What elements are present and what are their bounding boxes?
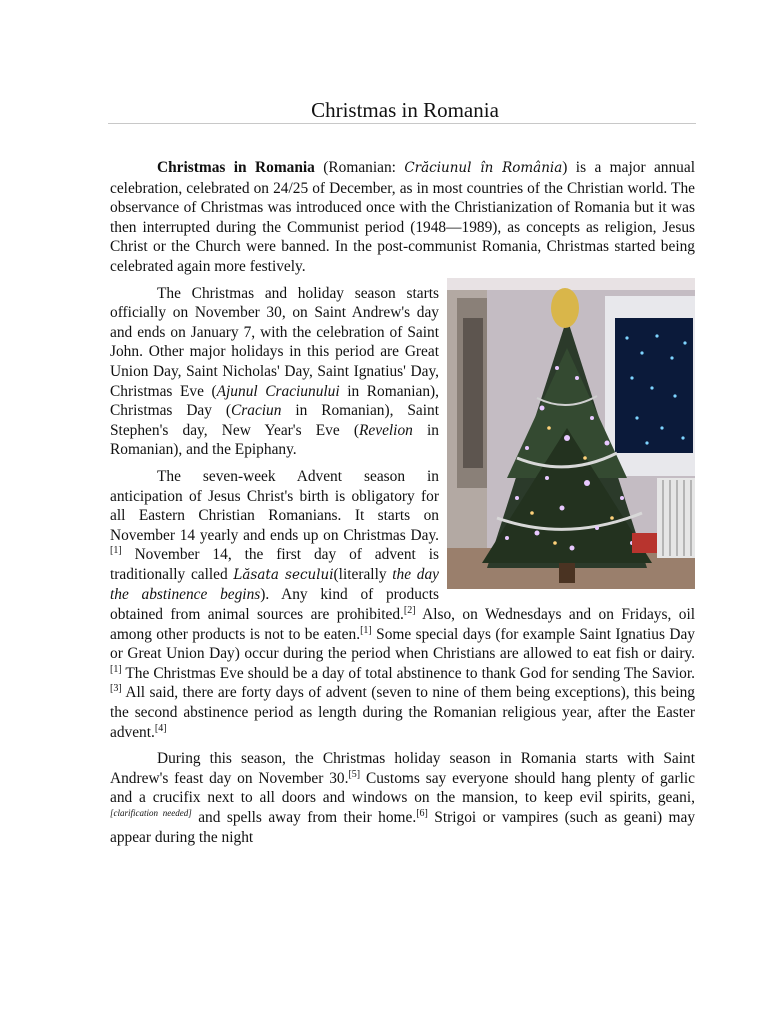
paragraph-season: The Christmas and holiday season starts officially on November 30, on Saint Andrew's day and ends on January 7, with the celebration of Saint John. Other major holidays in this period are Great Union Day, Saint Nicholas' Day, Saint Ignatius' Day, Christmas Eve (Ajunul Craciunului in Romanian), Christmas Day (Craciun in Romanian), Saint Stephen's day, New Year's Eve (Revelion in Romanian), and the Epiphany. bbox=[110, 284, 439, 459]
citation-link[interactable]: [1] bbox=[110, 545, 122, 557]
clarification-note[interactable]: [clarification needed] bbox=[110, 808, 192, 818]
title-rule bbox=[108, 123, 696, 124]
paragraph-intro: Christmas in Romania (Romanian: Crăciunul în România) is a major annual celebration, celebrated on 24/25 of December, as in most countries of the Christian world. The observance of Christmas was introduced once with the Christianization of Romania but it was then interrupted during the Communist period (1948—1989), as concepts as religion, Jesus Christ or the Church were banned. In the post-communist Romania, Christmas started being celebrated again more festively. bbox=[110, 159, 695, 275]
citation-link[interactable]: [4] bbox=[154, 722, 167, 734]
citation-link[interactable]: [1] bbox=[110, 663, 122, 675]
paragraph-customs: During this season, the Christmas holiday season in Romania starts with Saint Andrew's feast day on November 30.[5] Customs say everyone should hang plenty of garlic and a crucifix next to all doors and windows on the mansion, to keep evil spirits, geani,[clarification needed] and spells away from their home.[6] Strigoi or vampires (such as geani) may appear during the night bbox=[110, 750, 696, 846]
citation-link[interactable]: [5] bbox=[348, 768, 361, 780]
citation-link[interactable]: [2] bbox=[403, 605, 416, 617]
citation-link[interactable]: [1] bbox=[360, 624, 372, 636]
article-body bbox=[110, 158, 695, 854]
citation-link[interactable]: [3] bbox=[110, 683, 122, 695]
page-title: Christmas in Romania bbox=[311, 98, 499, 122]
romanian-name: Crăciunul în România bbox=[404, 160, 563, 176]
lead-term: Christmas in Romania bbox=[157, 159, 315, 176]
citation-link[interactable]: [6] bbox=[416, 808, 428, 819]
paragraph-advent: The seven-week Advent season in anticipation of Jesus Christ's birth is obligatory for all Eastern Christian Romanians. It starts on November 14 yearly and ends up on Christmas Day.[1] November 14, the first day of advent is traditionally called Lăsata secului(literally the day the abstinence begins). Any kind of products obtained from animal sources are prohibited.[2] Also, on Wednesdays and on Fridays, oil among other products is not to be eaten.[1] Some special days (for example Saint Ignatius Day or Great Union Day) occur during the period when Christians are allowed to eat fish or dairy.[1] The Christmas Eve should be a day of total abstinence to thank God for sending The Savior.[3] All said, there are forty days of advent (seven to nine of them being exceptions), this being the second abstinence period as length during the Romanian religious year, after the Easter advent.[4] bbox=[110, 467, 695, 741]
christmas-tree-photo bbox=[447, 278, 695, 589]
